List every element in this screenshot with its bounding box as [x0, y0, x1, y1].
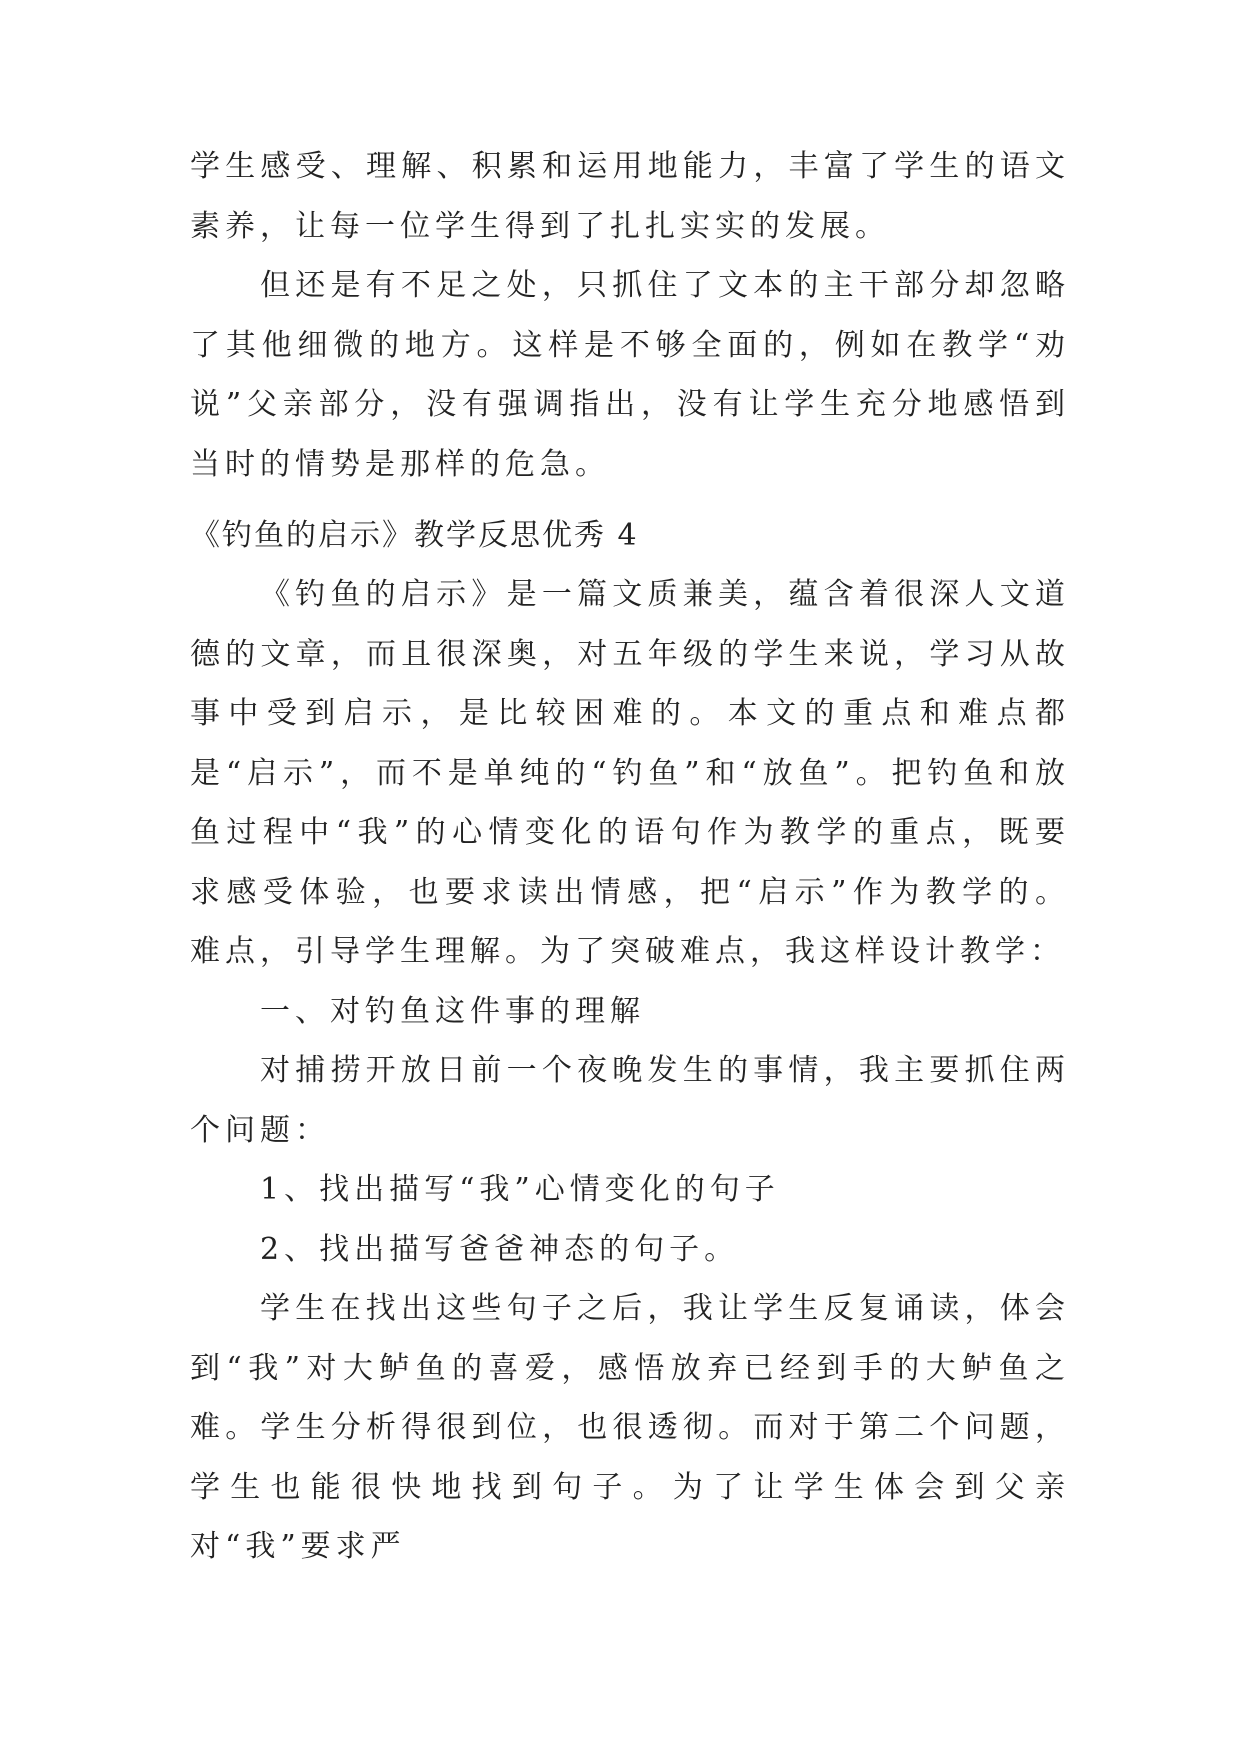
paragraph-item-heading: 一、对钓鱼这件事的理解	[260, 994, 645, 1029]
paragraph-question-1: 1、找出描写“我”心情变化的句子	[260, 1172, 780, 1207]
paragraph-shortcoming: 但还是有不足之处，只抓住了文本的主干部分却忽略了其他细微的地方。这样是不够全面的，例如在教学“劝说”父亲部分，没有强调指出，没有让学生充分地感悟到当时的情势是那样的危急。	[190, 268, 1070, 482]
paragraph-analysis: 学生在找出这些句子之后，我让学生反复诵读，体会到“我”对大鲈鱼的喜爱，感悟放弃已经到手的大鲈鱼之难。学生分析得很到位，也很透彻。而对于第二个问题，学生也能很快地找到句子。为了让学生体会到父亲对“我”要求严	[190, 1291, 1070, 1564]
paragraph-continuation: 学生感受、理解、积累和运用地能力，丰富了学生的语文素养，让每一位学生得到了扎扎实实的发展。	[190, 149, 1070, 244]
paragraph-intro: 《钓鱼的启示》是一篇文质兼美，蕴含着很深人文道德的文章，而且很深奥，对五年级的学生来说，学习从故事中受到启示，是比较困难的。本文的重点和难点都是“启示”，而不是单纯的“钓鱼”和“放鱼”。把钓鱼和放鱼过程中“我”的心情变化的语句作为教学的重点，既要求感受体验，也要求读出情感，把“启示”作为教学的。难点，引导学生理解。为了突破难点，我这样设计教学：	[190, 577, 1070, 969]
paragraph-question-2: 2、找出描写爸爸神态的句子。	[260, 1232, 740, 1267]
paragraph-questions: 对捕捞开放日前一个夜晚发生的事情，我主要抓住两个问题：	[190, 1053, 1070, 1148]
section-title: 《钓鱼的启示》教学反思优秀 4	[190, 518, 639, 553]
